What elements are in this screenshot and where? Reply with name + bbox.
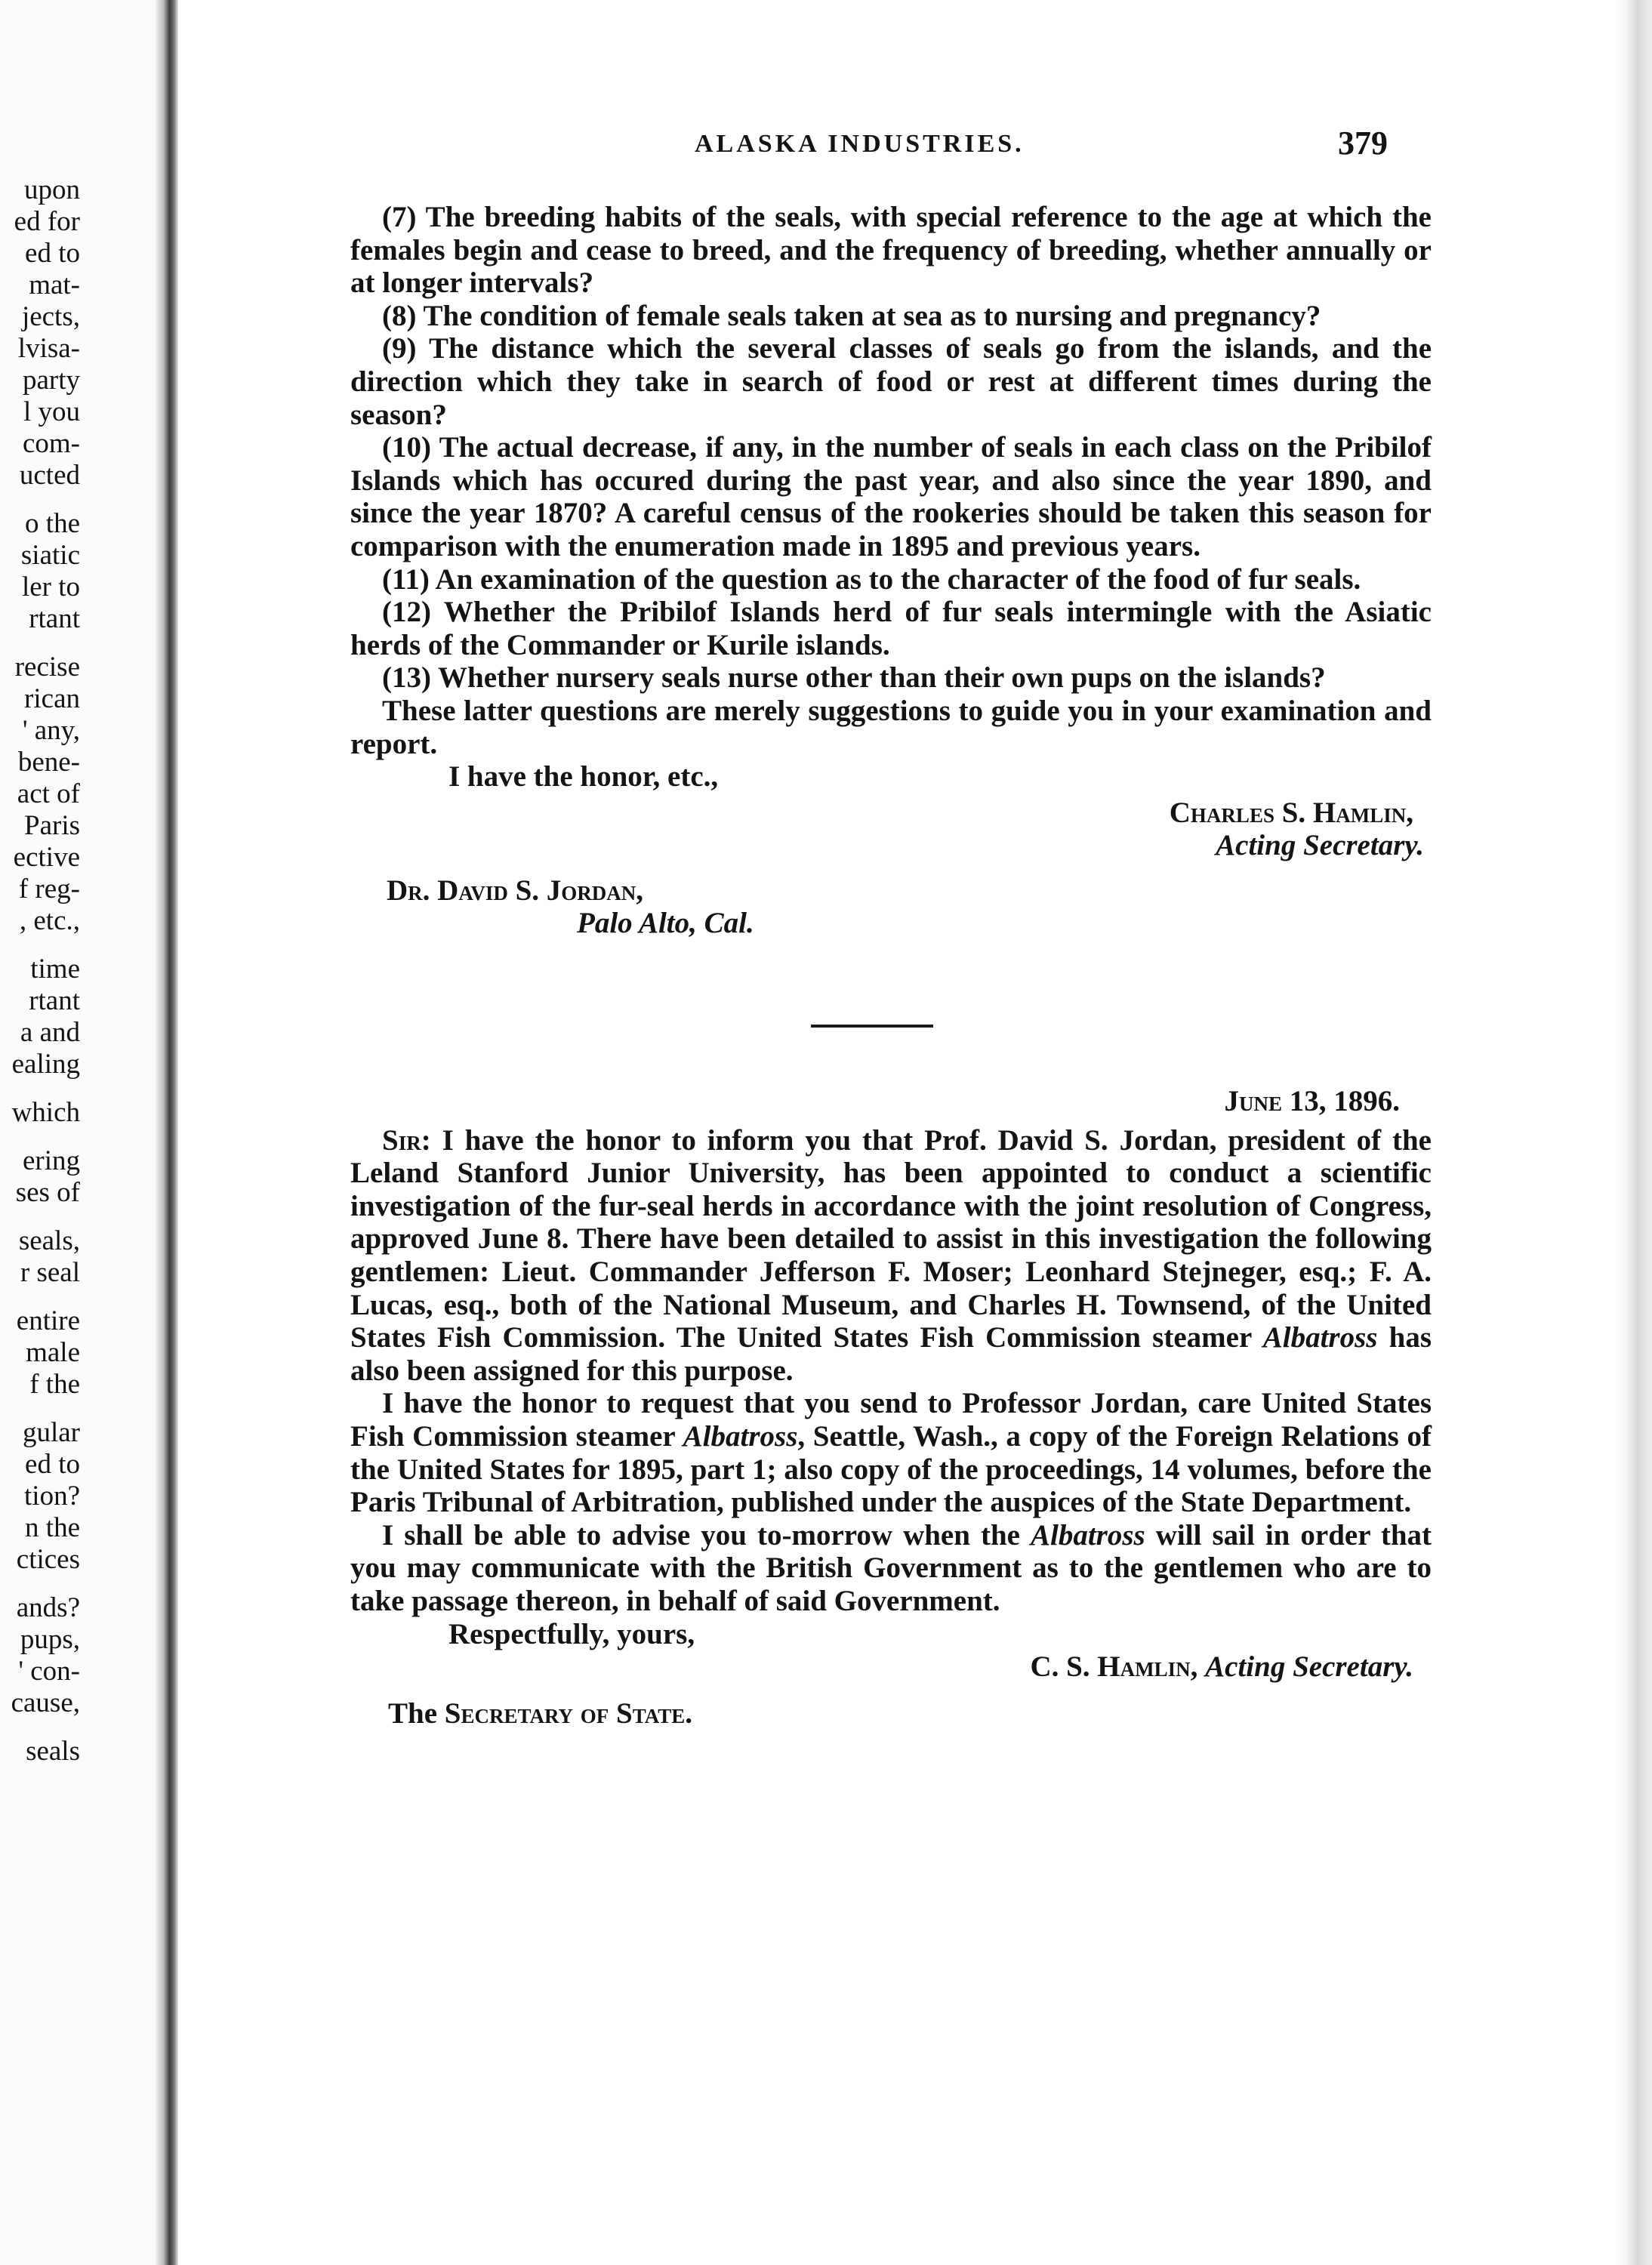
facing-line: r seal: [20, 1257, 80, 1288]
facing-line: bene-: [17, 747, 80, 778]
facing-line: rtant: [29, 985, 80, 1016]
facing-line: recise: [14, 652, 80, 683]
signature-title: Acting Secretary.: [1205, 1650, 1413, 1684]
book-gutter: [156, 0, 178, 2265]
facing-line: com-: [22, 428, 80, 459]
facing-line: ering: [22, 1145, 80, 1176]
paragraph-item-11: (11) An examination of the question as to the character of the food of fur seals.: [382, 562, 1361, 596]
facing-line: jects,: [21, 301, 80, 332]
letter-instructions: [350, 201, 1432, 940]
facing-line: ed for: [14, 206, 80, 237]
facing-line: gular: [22, 1417, 80, 1448]
facing-line: ctices: [16, 1544, 80, 1575]
facing-line: party: [22, 365, 80, 396]
page-number: 379: [1338, 125, 1388, 162]
facing-page: [0, 0, 174, 2265]
paragraph-2-text-a: I have the honor to request that you send to Professor Jordan, care United States Fish Commission steamer: [350, 1387, 1432, 1453]
paragraph-item-10: (10) The actual decrease, if any, in the number of seals in each class on the Pribilof Islands which has occured during the past year, and also since the year 1890, and since the year 1870? A careful census of the rookeries should be taken this season for comparison with the enumeration made in 1895 and previous years.: [350, 431, 1432, 562]
facing-line: act of: [17, 778, 80, 809]
paragraph-3-text-a: I shall be able to advise you to-morrow when the: [382, 1518, 1031, 1552]
facing-line: entire: [16, 1305, 80, 1336]
signature-name: Charles S. Hamlin,: [1169, 796, 1413, 829]
facing-line: ler to: [21, 572, 80, 602]
paragraph-1-text-a: I have the honor to inform you that Prof. David S. Jordan, president of the Leland Stanford Junior University, has been appointed to conduct a scientific investigation of the fur-seal herds in accordance with the joint resolution of Congress, approved June 8. There have been detailed to assist in this investigation the following gentlemen: Lieut. Commander Jefferson F. Moser; Leonhard Stejneger, esq.; F. A. Lucas, esq., both of the National Museum, and Charles H. Townsend, of the United States Fish Commission. The United States Fish Commission steamer: [350, 1123, 1432, 1354]
ship-name: Albatross: [683, 1420, 798, 1453]
paragraph-item-9: (9) The distance which the several classes of seals go from the islands, and the direction which they take in search of food or rest at different times during the season?: [350, 332, 1432, 431]
page-edge: [1616, 0, 1652, 2265]
signature-title: Acting Secretary.: [1216, 829, 1424, 862]
facing-line: ective: [13, 842, 80, 873]
facing-line: ealing: [11, 1049, 80, 1080]
facing-line: mat-: [29, 270, 80, 300]
facing-line: which: [11, 1097, 80, 1128]
letter-paragraph-1: [350, 1124, 1432, 1388]
facing-line: cause,: [11, 1687, 80, 1718]
addressee-prefix: The: [388, 1696, 438, 1730]
facing-line: pups,: [20, 1624, 80, 1655]
ship-name: Albatross: [1030, 1518, 1145, 1552]
facing-line: siatic: [20, 540, 80, 571]
facing-line: f reg-: [18, 874, 80, 904]
running-head: ALASKA INDUSTRIES.: [695, 130, 1025, 158]
facing-line: ' con-: [18, 1656, 80, 1687]
signature: [350, 1650, 1432, 1684]
paragraph-item-8: (8) The condition of female seals taken at sea as to nursing and pregnancy?: [382, 299, 1321, 332]
letter-date: June 13, 1896.: [1224, 1085, 1400, 1118]
facing-line: a and: [20, 1017, 80, 1048]
closing-line: I have the honor, etc.,: [448, 760, 719, 794]
paragraph-item-13: (13) Whether nursery seals nurse other than their own pups on the islands?: [382, 661, 1326, 695]
facing-line: tion?: [24, 1481, 80, 1512]
closing-line: Respectfully, yours,: [448, 1617, 695, 1650]
facing-line: n the: [25, 1512, 80, 1543]
paragraph-item-12: (12) Whether the Pribilof Islands herd of fur seals intermingle with the Asiatic herds of the Commander or Kurile islands.: [350, 596, 1432, 661]
facing-line: lvisa-: [17, 333, 80, 364]
facing-line: ed to: [25, 238, 80, 269]
facing-line: rtant: [29, 603, 80, 634]
facing-line: ucted: [19, 460, 80, 491]
facing-line: seals,: [18, 1225, 80, 1256]
ship-name: Albatross: [1262, 1321, 1378, 1354]
addressee: [350, 1697, 1432, 1730]
letter-paragraph-2: [350, 1387, 1432, 1518]
addressee-name: Dr. David S. Jordan,: [387, 874, 644, 907]
facing-line: seals: [26, 1736, 80, 1767]
page-body: [350, 201, 1432, 1730]
section-divider: [811, 1025, 933, 1028]
signature-name: C. S. Hamlin,: [1030, 1650, 1198, 1684]
paragraph-item-7: (7) The breeding habits of the seals, with special reference to the age at which the females begin and cease to breed, and the frequency of breeding, whether annually or at longer intervals?: [350, 201, 1432, 300]
facing-line: ses of: [15, 1177, 80, 1208]
facing-line: l you: [23, 396, 80, 427]
letter-to-secretary: [350, 1085, 1432, 1730]
facing-line: rican: [24, 683, 80, 714]
paragraph-3-text-b: will sail in order that you may communicate with the British Government as to the gentlemen who are to take passage thereon, in behalf of said Government.: [350, 1518, 1432, 1617]
paragraph-closing-note: These latter questions are merely suggestions to guide you in your examination and report.: [350, 694, 1432, 760]
facing-line: ed to: [25, 1449, 80, 1480]
facing-line: f the: [29, 1369, 80, 1400]
facing-line: time: [30, 954, 80, 985]
facing-page-text: [0, 0, 159, 2265]
facing-line: ands?: [16, 1592, 80, 1623]
addressee-title: Secretary of State.: [444, 1696, 692, 1730]
facing-line: ' any,: [22, 715, 80, 746]
salutation: Sir:: [382, 1123, 431, 1157]
addressee-place: Palo Alto, Cal.: [577, 907, 754, 940]
paragraph-2-text-b: , Seattle, Wash., a copy of the Foreign Relations of the United States for 1895, part 1; also copy of the proceedings, 14 volumes, before the Paris Tribunal of Arbitration, published under the auspices of the State Department.: [350, 1420, 1432, 1519]
facing-line: male: [26, 1337, 80, 1368]
facing-line: Paris: [24, 810, 80, 841]
facing-line: o the: [25, 508, 80, 539]
facing-line: , etc.,: [19, 905, 80, 936]
facing-line: upon: [24, 174, 80, 205]
letter-paragraph-3: [350, 1519, 1432, 1618]
paragraph-1-text-b: has also been assigned for this purpose.: [350, 1321, 1432, 1387]
